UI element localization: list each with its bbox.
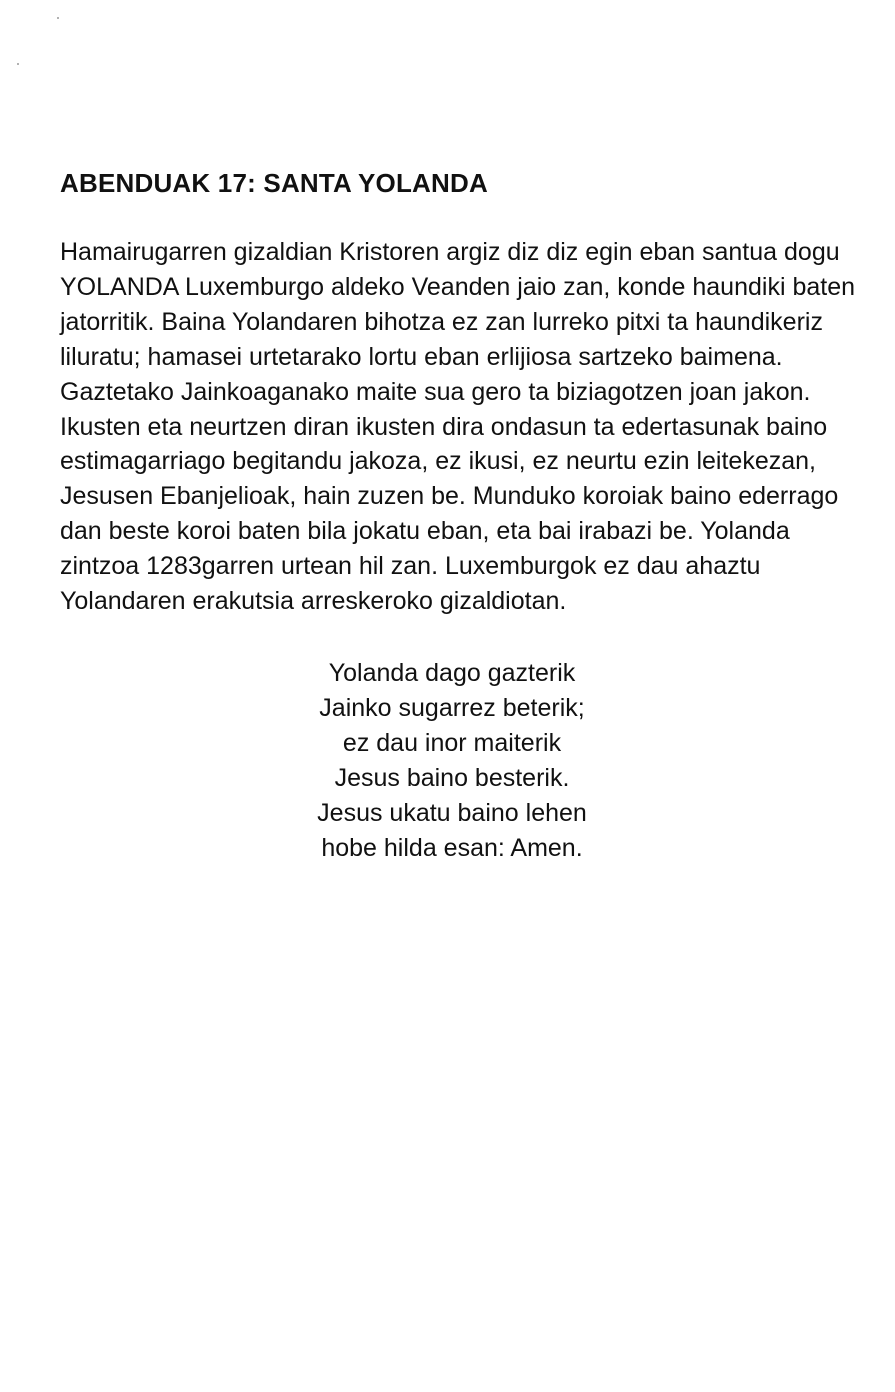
paragraph-line: Hamairugarren gizaldian Kristoren argiz diz diz egin eban santua dogu (60, 238, 840, 266)
paragraph-line: jatorritik. Baina Yolandaren bihotza ez zan lurreko pitxi ta haundikeriz (60, 307, 823, 336)
paragraph-line: Ikusten eta neurtzen diran ikusten dira ondasun ta edertasunak baino (60, 412, 828, 441)
paragraph-line: YOLANDA Luxemburgo aldeko Veanden jaio zan, konde haundiki baten (60, 272, 856, 301)
scan-speck (57, 17, 59, 19)
paragraph-line: estimagarriago begitandu jakoza, ez ikusi, ez neurtu ezin leitekezan, (60, 447, 816, 476)
paragraph-line: zintzoa 1283garren urtean hil zan. Luxemburgok ez dau ahaztu (60, 552, 761, 581)
verse-line: hobe hilda esan: Amen. (321, 834, 583, 862)
paragraph-line: dan beste koroi baten bila jokatu eban, eta bai irabazi be. Yolanda (60, 517, 790, 546)
paragraph-line: liluratu; hamasei urtetarako lortu eban erlijiosa sartzeko baimena. (60, 342, 783, 371)
body-paragraph (60, 235, 856, 619)
verse-line: Jainko sugarrez beterik; (319, 694, 585, 722)
paragraph-line: Yolandaren erakutsia arreskeroko gizaldiotan. (60, 587, 567, 616)
scan-speck (17, 63, 19, 65)
verse-stanza (252, 656, 652, 866)
paragraph-line: Gaztetako Jainkoaganako maite sua gero ta biziagotzen joan jakon. (60, 377, 811, 406)
verse-line: Jesus ukatu baino lehen (317, 799, 587, 827)
paragraph-line: Jesusen Ebanjelioak, hain zuzen be. Munduko koroiak baino ederrago (60, 482, 839, 511)
verse-line: ez dau inor maiterik (342, 729, 562, 757)
page-title: ABENDUAK 17: SANTA YOLANDA (60, 168, 488, 198)
verse-line: Jesus baino besterik. (334, 764, 570, 792)
verse-line: Yolanda dago gazterik (328, 659, 576, 687)
